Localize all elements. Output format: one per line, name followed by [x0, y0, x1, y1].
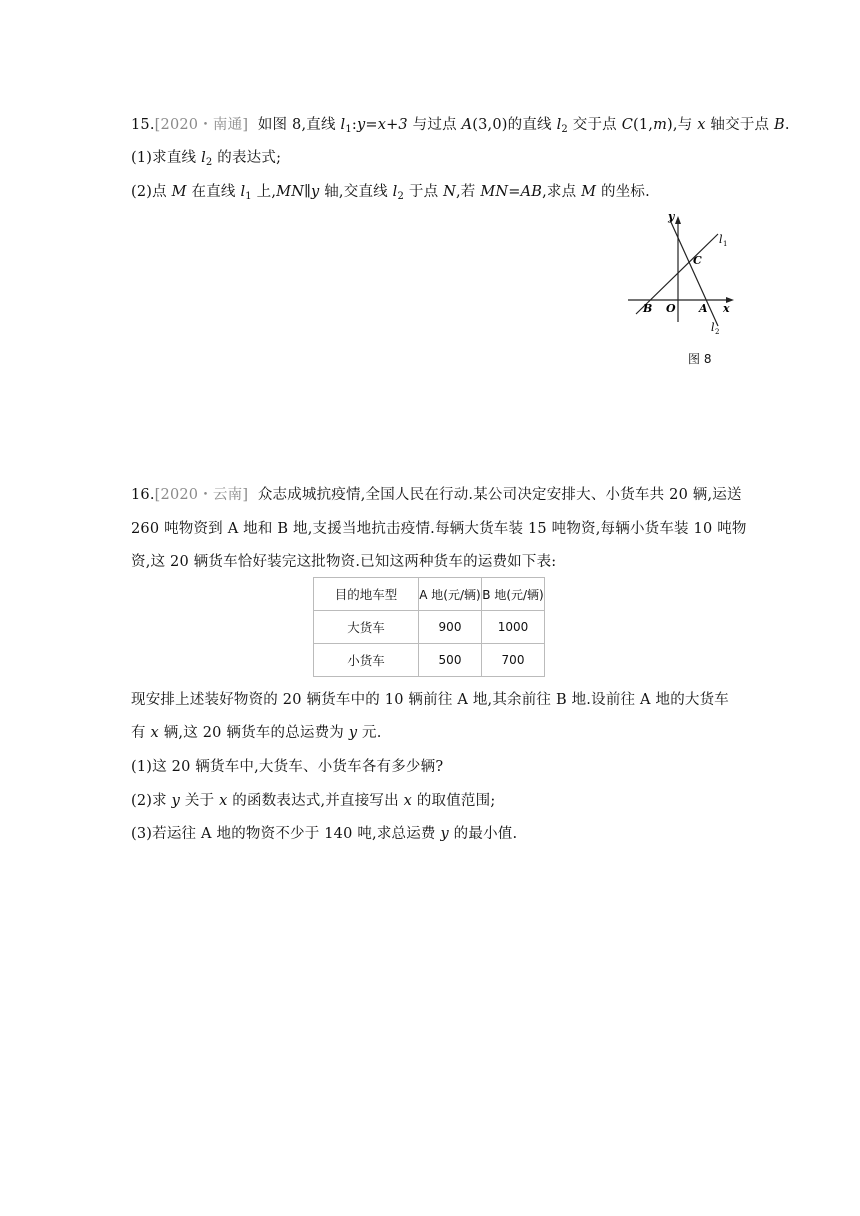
q15-l1-sub: 1: [345, 124, 352, 135]
q15-part1-text: 的表达式;: [212, 150, 282, 166]
freight-table: [313, 577, 545, 677]
q15-part2-text: 在直线: [186, 184, 241, 200]
q16-number: 16.: [131, 487, 155, 503]
q15-part1: [131, 146, 281, 168]
q15-part2-text: ,求点: [542, 184, 582, 200]
q16-after-line1: 现安排上述装好物资的 20 辆货车中的 10 辆前往 A 地,其余前往 B 地.设前往 A 地的大货车: [131, 692, 730, 708]
label-o: O: [666, 302, 676, 315]
table-row: [314, 644, 545, 677]
q15-stem-text: 交于点: [567, 117, 622, 133]
q15-part2-eq: MN=AB: [480, 184, 543, 200]
q15-part2-mn: MN: [276, 184, 305, 200]
q15-point-a: A: [461, 117, 473, 133]
q15-part2-l1: l: [240, 184, 246, 200]
label-l1-sub: 1: [723, 240, 728, 248]
q16-var-y: y: [348, 725, 358, 741]
q16-text: 辆,这 20 辆货车的总运费为: [158, 725, 349, 741]
q15-part2-text: 的坐标.: [596, 184, 650, 200]
q15-part2-text: 于点: [404, 184, 444, 200]
q16-var-x: x: [219, 793, 228, 809]
q16-text: (2)求: [131, 793, 172, 809]
q15-part2-m: M: [581, 184, 597, 200]
table-cell: 小货车: [314, 644, 419, 677]
q15-stem-text: :: [351, 117, 357, 133]
q16-text: 元.: [357, 725, 382, 741]
q16-text: 的最小值.: [448, 826, 518, 842]
q16-part3: [131, 822, 517, 843]
q15-part2-text: (2)点: [131, 184, 172, 200]
y-axis-arrow-icon: [675, 216, 681, 224]
label-x: x: [723, 302, 730, 315]
q15-number: 15.: [131, 117, 155, 133]
q16-part2: [131, 789, 495, 810]
table-cell: 700: [482, 644, 545, 677]
q15-part2-sub: 1: [245, 191, 252, 202]
q16-stem-text: 众志成城抗疫情,全国人民在行动.某公司决定安排大、小货车共 20 辆,运送: [257, 487, 742, 503]
q16-var-y: y: [440, 826, 449, 842]
table-header-cell: B 地(元/辆): [482, 578, 545, 611]
q15-l2-sub: 2: [561, 124, 568, 135]
q16-stem-line1: [131, 483, 742, 504]
q16-var-x: x: [403, 793, 413, 809]
q15-stem-text: .: [784, 117, 790, 133]
table-cell: 大货车: [314, 611, 419, 644]
q16-text: 的取值范围;: [412, 793, 496, 809]
q15-point-c: C: [621, 117, 633, 133]
q15-stem-text: (1,: [632, 117, 654, 133]
q16-source: [2020・云南]: [154, 487, 249, 503]
table-row: [314, 611, 545, 644]
q16-var-y: y: [171, 793, 181, 809]
q15-part1-l: l: [201, 150, 206, 166]
label-b: B: [643, 302, 653, 315]
q15-stem-text: 与过点: [407, 117, 462, 133]
q16-text: (3)若运往 A 地的物资不少于 140 吨,求总运费: [131, 826, 441, 842]
q15-stem-text: 如图 8,直线: [257, 117, 341, 133]
q16-part1: (1)这 20 辆货车中,大货车、小货车各有多少辆?: [131, 759, 444, 775]
q16-text: 有: [131, 725, 151, 741]
q15-part2-m: M: [171, 184, 187, 200]
q16-after-line2: [131, 721, 382, 742]
table-cell: 1000: [482, 611, 545, 644]
label-l2-sub: 2: [715, 328, 720, 336]
q15-part2-text: 上,: [251, 184, 277, 200]
q15-l2: l: [556, 117, 562, 133]
q15-stem-text: 轴交于点: [705, 117, 775, 133]
q15-part1-sub: 2: [205, 157, 213, 168]
figure-caption: 图 8: [688, 352, 712, 366]
q15-source: [2020・南通]: [154, 117, 249, 133]
q15-point-b: B: [774, 117, 785, 133]
table-header-cell: 目的地车型: [314, 578, 419, 611]
q15-l1: l: [340, 117, 346, 133]
q16-var-x: x: [150, 725, 159, 741]
q15-stem-text: (3,0)的直线: [472, 117, 557, 133]
q15-part2-y: y: [311, 184, 320, 200]
figure-8-graph: [622, 208, 742, 340]
q15-stem: [131, 113, 790, 135]
q16-stem-line2: 260 吨物资到 A 地和 B 地,支援当地抗击疫情.每辆大货车装 15 吨物资,每辆小货车装 10 吨物: [131, 521, 747, 537]
label-a: A: [699, 302, 708, 315]
label-c: C: [693, 254, 702, 267]
table-header-row: [314, 578, 545, 611]
q15-part2-n: N: [443, 184, 456, 200]
q15-m: m: [653, 117, 668, 133]
label-l2: l: [711, 321, 715, 334]
q15-part2: [131, 180, 650, 202]
table-cell: 500: [419, 644, 482, 677]
q16-text: 的函数表达式,并直接写出: [227, 793, 404, 809]
q16-text: 关于: [180, 793, 220, 809]
q15-equation: y=x+3: [356, 117, 408, 133]
label-y: y: [668, 210, 675, 223]
label-l1: l: [719, 233, 723, 246]
q15-stem-text: ),与: [667, 117, 698, 133]
table-cell: 900: [419, 611, 482, 644]
table-header-cell: A 地(元/辆): [419, 578, 482, 611]
q16-stem-line3: 资,这 20 辆货车恰好装完这批物资.已知这两种货车的运费如下表:: [131, 554, 557, 570]
q15-part2-text: 轴,交直线: [319, 184, 393, 200]
q15-x: x: [697, 117, 706, 133]
q15-part1-text: (1)求直线: [131, 150, 202, 166]
q15-part2-sub: 2: [397, 191, 405, 202]
q15-part2-parallel: ∥: [304, 184, 312, 200]
q15-part2-l2: l: [392, 184, 398, 200]
q15-part2-text: ,若: [455, 184, 481, 200]
